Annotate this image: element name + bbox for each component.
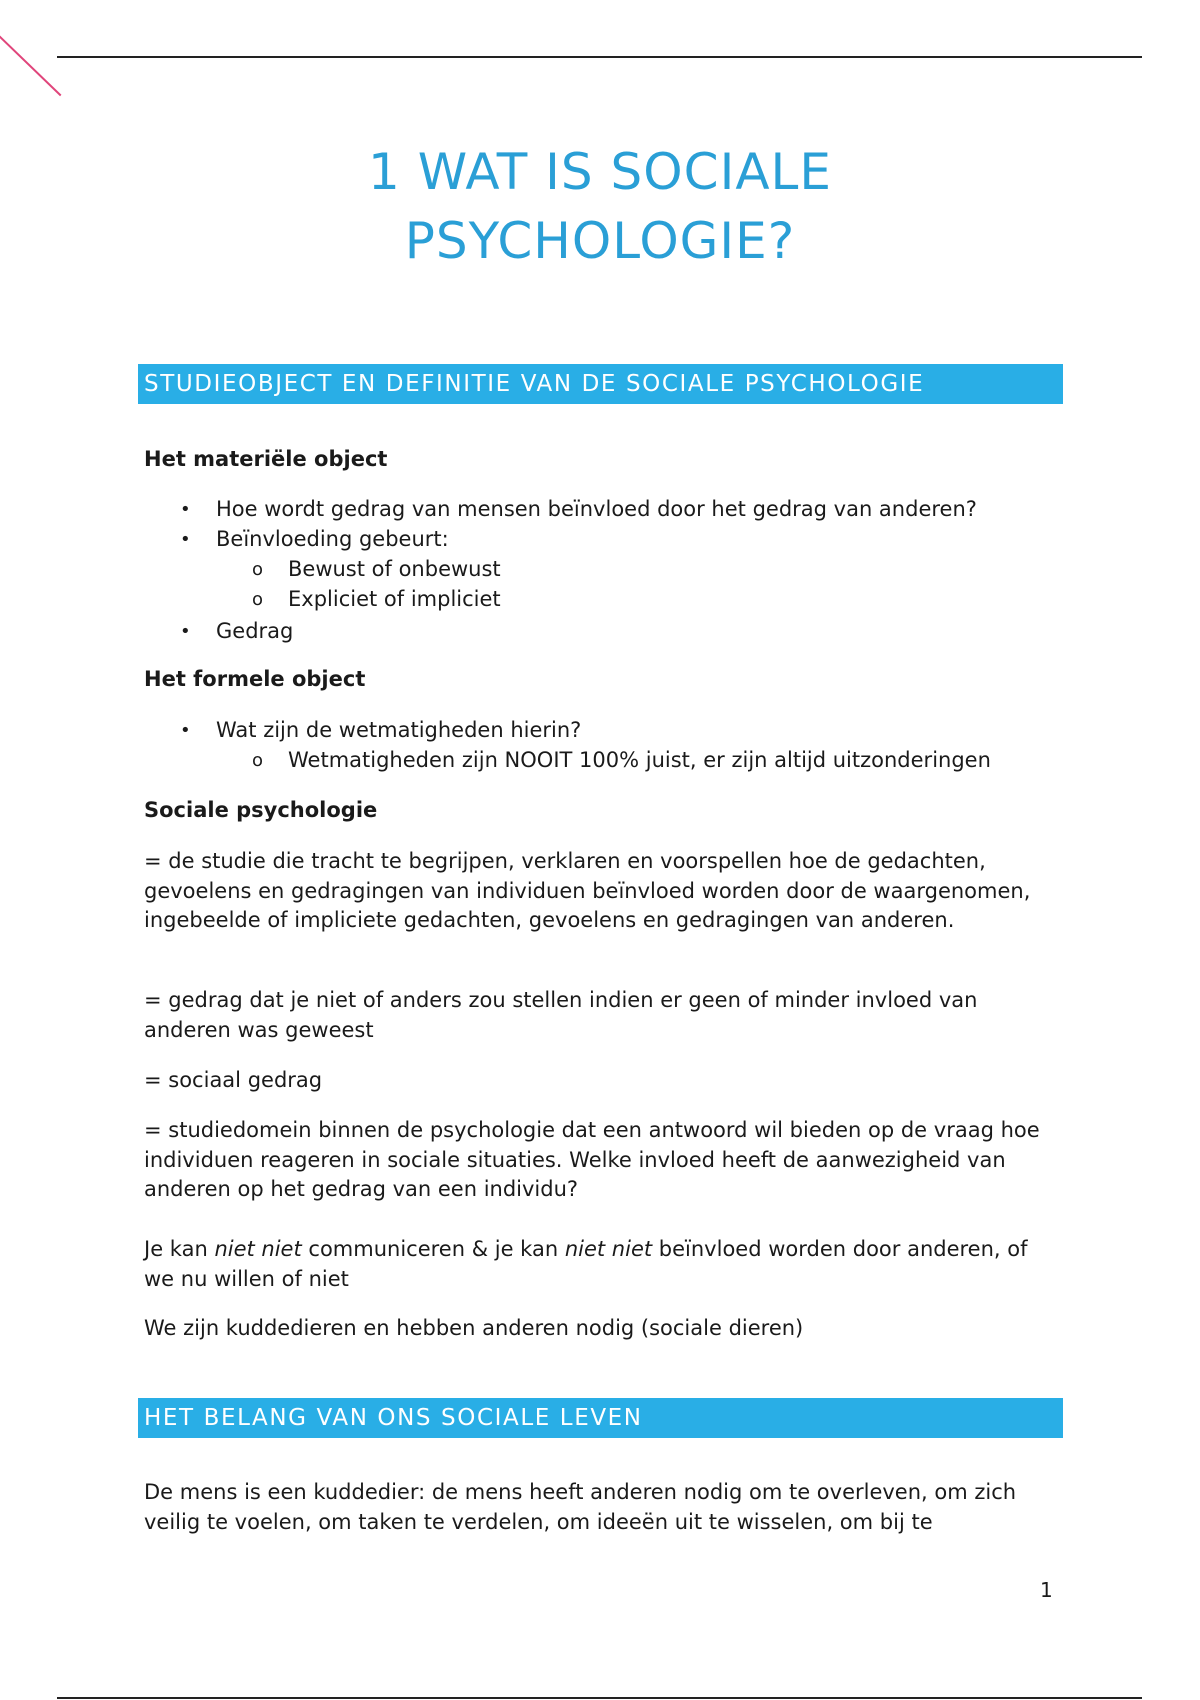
sub-list-item: o Bewust of onbewust <box>288 555 501 584</box>
definition-paragraph: = gedrag dat je niet of anders zou stellen indien er geen of minder invloed van anderen was geweest <box>144 988 978 1042</box>
title-line-1: 1 WAT IS SOCIALE <box>368 143 832 201</box>
list-item: • Hoe wordt gedrag van mensen beïnvloed door het gedrag van anderen? <box>216 495 977 524</box>
bullet-icon: • <box>180 529 191 550</box>
section-heading-social-life: HET BELANG VAN ONS SOCIALE LEVEN <box>138 1398 1063 1438</box>
herd-animals-paragraph: We zijn kuddedieren en hebben anderen nodig (sociale dieren) <box>144 1316 804 1340</box>
footer-rule <box>57 1697 1142 1699</box>
emphasis-text: niet niet <box>214 1237 302 1261</box>
subheading-material-object: Het materiële object <box>144 447 388 471</box>
circle-bullet-icon: o <box>252 559 264 580</box>
sub-list-item: o Expliciet of impliciet <box>288 585 501 614</box>
definition-paragraph: = de studie die tracht te begrijpen, verklaren en voorspellen hoe de gedachten, gevoelens en gedragingen van individuen beïnvloed worden door de waargenomen, ingebeelde of impliciete gedachten, gevoelens en gedragingen van anderen. <box>144 849 1031 932</box>
corner-decoration <box>0 32 61 96</box>
subheading-social-psychology: Sociale psychologie <box>144 798 378 822</box>
sub-list-item: o Wetmatigheden zijn NOOIT 100% juist, er zijn altijd uitzonderingen <box>288 746 991 775</box>
header-rule <box>57 56 1142 58</box>
communication-paragraph: Je kan niet niet communiceren & je kan niet niet beïnvloed worden door anderen, of we nu willen of niet <box>144 1237 1028 1291</box>
bullet-icon: • <box>180 720 191 741</box>
bullet-icon: • <box>180 621 191 642</box>
circle-bullet-icon: o <box>252 750 264 771</box>
title-line-2: PSYCHOLOGIE? <box>404 212 796 270</box>
definition-paragraph: = sociaal gedrag <box>144 1068 323 1092</box>
page-number: 1 <box>1040 1578 1053 1602</box>
definition-paragraph: = studiedomein binnen de psychologie dat een antwoord wil bieden op de vraag hoe individuen reageren in sociale situaties. Welke invloed heeft de aanwezigheid van anderen op het gedrag van een individu? <box>144 1118 1040 1201</box>
section-heading-studieobject: STUDIEOBJECT EN DEFINITIE VAN DE SOCIALE PSYCHOLOGIE <box>138 364 1063 404</box>
list-item: • Beïnvloeding gebeurt: <box>216 525 449 554</box>
body-paragraph: De mens is een kuddedier: de mens heeft anderen nodig om te overleven, om zich veilig te voelen, om taken te verdelen, om ideeën uit te wisselen, om bij te <box>144 1480 1017 1534</box>
page-title <box>0 138 1200 276</box>
circle-bullet-icon: o <box>252 589 264 610</box>
list-item: • Gedrag <box>216 617 293 646</box>
bullet-icon: • <box>180 499 191 520</box>
subheading-formal-object: Het formele object <box>144 667 366 691</box>
emphasis-text: niet niet <box>564 1237 653 1261</box>
list-item: • Wat zijn de wetmatigheden hierin? <box>216 716 581 745</box>
